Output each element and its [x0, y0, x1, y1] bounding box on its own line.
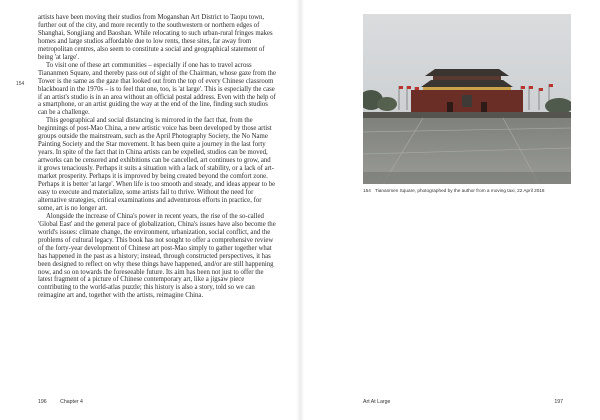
tiananmen-gate	[411, 69, 523, 114]
road-shadow	[363, 172, 571, 184]
paragraph: Alongside the increase of China's power in recent years, the rise of the so-called 'Global East' and the general pace of globalization, China's issues have also become the world's issues: climate change, the environment, urbanization, social conflict, and the problems of cultural legacy. This book has not sought to offer a comprehensive review of the forty-year development of Chinese art post-Mao simply to gather together what has happened in the past as a history; instead, through constructed perspectives, it has been designed to reflect on why these things have happened, and/or are still happening now, and so on towards the foreseeable future. Its aim has been not just to offer the latest fragment of a picture of Chinese contemporary art, like a jigsaw piece contributing to the world-atlas puzzle; this history is also a story, told so we can reimagine art and, together with the artists, reimagine China.	[38, 212, 276, 300]
street-edge	[363, 112, 571, 118]
caption-number: 154	[363, 188, 371, 193]
right-footer	[363, 399, 563, 405]
caption-text: Tiananmen Square, photographed by the author from a moving taxi, 22 April 2018	[375, 188, 545, 193]
paragraph: To visit one of these art communities – especially if one has to travel across Tiananmen Square, and thereby pass out of sight of the Chairman, whose gaze from the Tower is the same as the gaze that looked out from the top of every Chinese classroom blackboard in the 1970s – is to feel that one, too, is 'at large'. This is especially the case if an artist's studio is in an area without an official postal address. Even with the help of a smartphone, or an artist guiding the way at the end of the line, finding such studios can be a challenge.	[38, 61, 276, 117]
paragraph: artists have been moving their studios from Moganshan Art District to Taopu town, further out of the city, and more recently to the southwestern or northern edges of Shanghai, Songjiang and Baoshan. While relocating to such urban-rural fringes makes homes and large studios affordable due to low rents, these sites, far away from metropolitan centres, also seem to constitute a social and geographical statement of being 'at large'.	[38, 14, 273, 61]
tree	[377, 97, 397, 111]
body-text	[38, 14, 276, 300]
chapter-label: Chapter 4	[60, 399, 83, 405]
left-page-number: 196	[38, 399, 47, 405]
photo-caption	[363, 188, 573, 193]
tiananmen-photo	[363, 14, 571, 184]
portrait	[462, 95, 472, 107]
photo-illustration	[363, 14, 571, 184]
book-gutter	[296, 0, 304, 420]
figure-reference-number: 154	[16, 81, 25, 87]
paragraph: This geographical and social distancing is mirrored in the fact that, from the beginnings of post-Mao China, a new artistic voice has been developed by those artist groups outside the mainstream, such as the April Photography Society, the No Name Painting Society and the Star movement. It has been quite a journey in the last forty years. In spite of the fact that in China artists can be expelled, studios can be moved, artworks can be censored and exhibitions can be cancelled, art continues to grow, and it grows tenaciously. Perhaps it suits a situation with a lack of stability, or a lack of art-market prosperity. Perhaps it is improved by being created beyond the comfort zone. Perhaps it is better 'at large'. When life is too smooth and steady, and ideas appear to be easy to execute and materialize, some artists fail to thrive. Without the need for alternative strategies, critical examinations and adventurous efforts in practice, for some, art is no longer art.	[38, 117, 276, 212]
left-footer	[38, 399, 83, 405]
right-page-number: 197	[554, 399, 563, 405]
running-head: Art At Large	[363, 399, 391, 405]
